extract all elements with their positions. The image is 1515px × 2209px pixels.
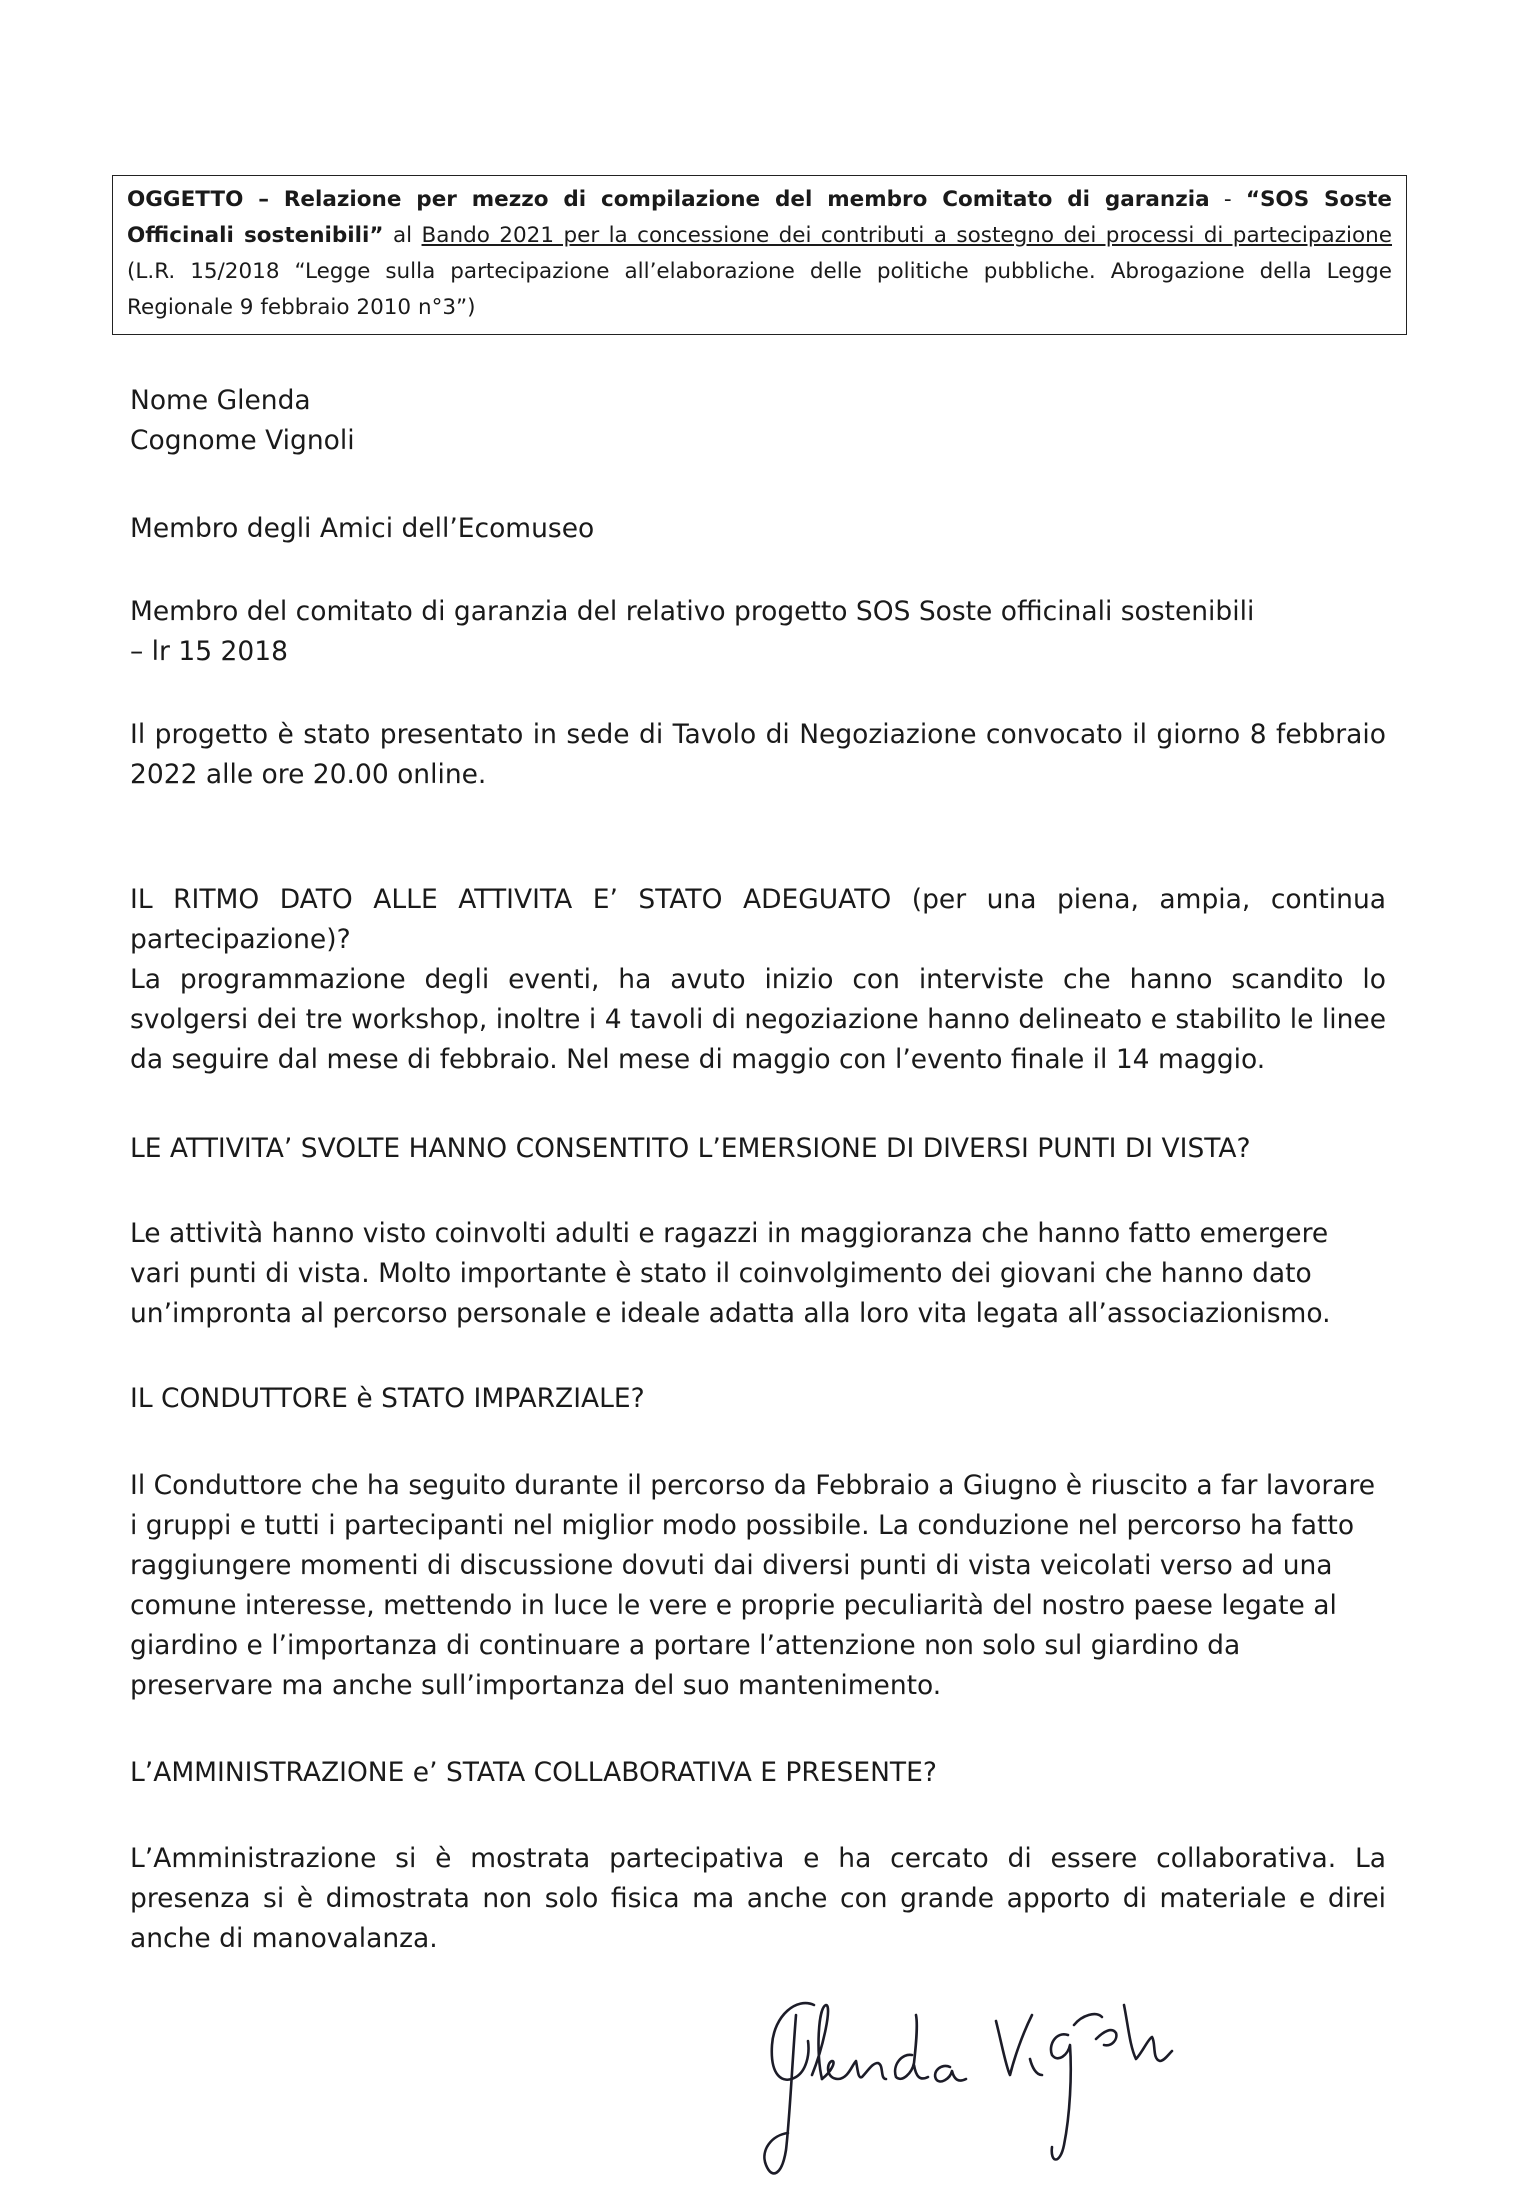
surname-line: Cognome Vignoli — [130, 425, 355, 456]
subject-title: Relazione per mezzo di compilazione del membro Comitato di garanzia — [283, 187, 1210, 212]
section-2-question: LE ATTIVITA’ SVOLTE HANNO CONSENTITO L’EMERSIONE DI DIVERSI PUNTI DI VISTA? — [130, 1133, 1251, 1164]
section-4-question: L’AMMINISTRAZIONE e’ STATA COLLABORATIVA E PRESENTE? — [130, 1757, 937, 1788]
subject-label: OGGETTO — [127, 187, 244, 212]
section-2-answer: Le attività hanno visto coinvolti adulti e ragazzi in maggioranza che hanno fatto emergere vari punti di vista. Molto importante è stato il coinvolgimento dei giovani che hanno dato un’impronta al percorso personale e ideale adatta alla loro vita legata all’associazionismo. — [130, 1218, 1331, 1329]
section-1-question: IL RITMO DATO ALLE ATTIVITA E’ STATO ADEGUATO (per una piena, ampia, continua partecipazione)? — [130, 884, 1386, 955]
subject-al: al — [383, 223, 422, 248]
handwritten-signature — [752, 1975, 1192, 2205]
subject-dash: – — [243, 187, 284, 212]
identity-block — [130, 381, 1386, 461]
section-3-question: IL CONDUTTORE è STATO IMPARZIALE? — [130, 1383, 645, 1414]
subject-dash2: - — [1209, 187, 1246, 212]
section-1-answer: La programmazione degli eventi, ha avuto inizio con interviste che hanno scandito lo svolgersi dei tre workshop, inoltre i 4 tavoli di negoziazione hanno delineato e stabilito le linee da seguire dal mese di febbraio. Nel mese di maggio con l’evento finale il 14 maggio. — [130, 964, 1386, 1075]
committee-block — [130, 592, 1386, 672]
membership-line: Membro degli Amici dell’Ecomuseo — [130, 513, 595, 544]
section-3-answer: Il Conduttore che ha seguito durante il percorso da Febbraio a Giugno è riuscito a far lavorare i gruppi e tutti i partecipanti nel miglior modo possibile. La conduzione nel percorso ha fatto raggiungere momenti di discussione dovuti dai diversi punti di vista veicolati verso ad una comune interesse, mettendo in luce le vere e proprie peculiarità del nostro paese legate al giardino e l’importanza di continuare a portare l’attenzione non solo sul giardino da preservare ma anche sull’importanza del suo mantenimento. — [130, 1470, 1376, 1701]
committee-line-1: Membro del comitato di garanzia del relativo progetto SOS Soste officinali sostenibili — [130, 596, 1255, 627]
committee-line-2: – lr 15 2018 — [130, 636, 288, 667]
section-4-answer: L’Amministrazione si è mostrata partecipativa e ha cercato di essere collaborativa. La presenza si è dimostrata non solo fisica ma anche con grande apporto di materiale e direi anche di manovalanza. — [130, 1843, 1386, 1954]
subject-bando: Bando 2021 per la concessione dei contributi a sostegno dei processi di partecipazione — [421, 223, 1392, 248]
subject-box — [112, 175, 1407, 335]
intro-paragraph: Il progetto è stato presentato in sede di Tavolo di Negoziazione convocato il giorno 8 febbraio 2022 alle ore 20.00 online. — [130, 719, 1386, 790]
subject-project-name: “SOS Soste Officinali sostenibili” — [127, 187, 1392, 248]
subject-law: (L.R. 15/2018 “Legge sulla partecipazione all’elaborazione delle politiche pubbliche. Abrogazione della Legge Regionale 9 febbraio 2010 n°3”) — [127, 259, 1392, 320]
name-line: Nome Glenda — [130, 385, 311, 416]
